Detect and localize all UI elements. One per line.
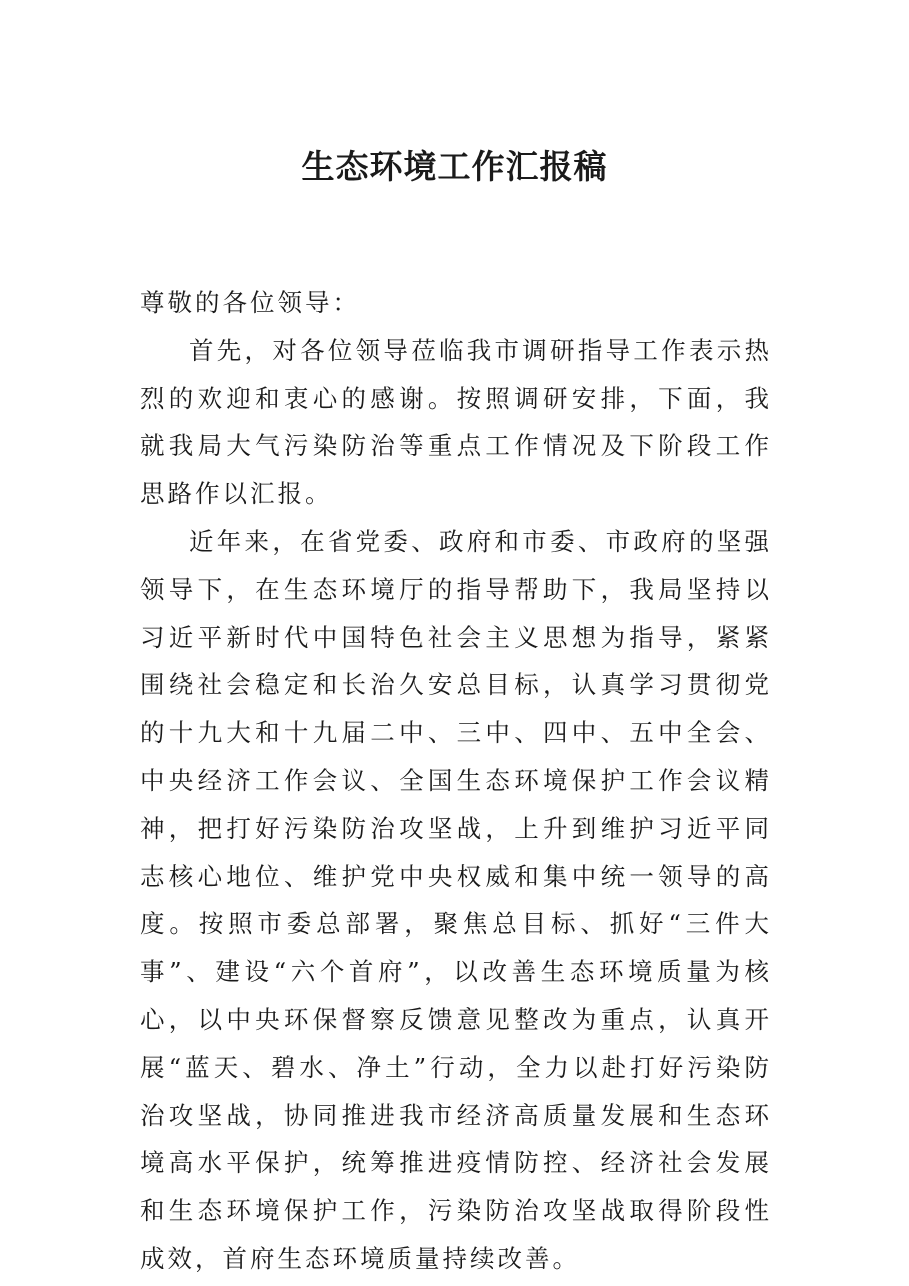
document-body [140,279,772,1283]
salutation: 尊敬的各位领导： [140,288,360,317]
document-title: 生态环境工作汇报稿 [301,147,608,186]
paragraph-1: 首先，对各位领导莅临我市调研指导工作表示热烈的欢迎和衷心的感谢。按照调研安排，下面，我就我局大气污染防治等重点工作情况及下阶段工作思路作以汇报。 [140,335,772,509]
paragraph-2: 近年来，在省党委、政府和市委、市政府的坚强领导下，在生态环境厅的指导帮助下，我局坚持以习近平新时代中国特色社会主义思想为指导，紧紧围绕社会稳定和长治久安总目标，认真学习贯彻党的十九大和十九届二中、三中、四中、五中全会、中央经济工作会议、全国生态环境保护工作会议精神，把打好污染防治攻坚战，上升到维护习近平同志核心地位、维护党中央权威和集中统一领导的高度。按照市委总部署，聚焦总目标、抓好“三件大事”、建设“六个首府”，以改善生态环境质量为核心，以中央环保督察反馈意见整改为重点，认真开展“蓝天、碧水、净土”行动，全力以赴打好污染防治攻坚战，协同推进我市经济高质量发展和生态环境高水平保护，统筹推进疫情防控、经济社会发展和生态环境保护工作，污染防治攻坚战取得阶段性成效，首府生态环境质量持续改善。 [140,526,772,1273]
